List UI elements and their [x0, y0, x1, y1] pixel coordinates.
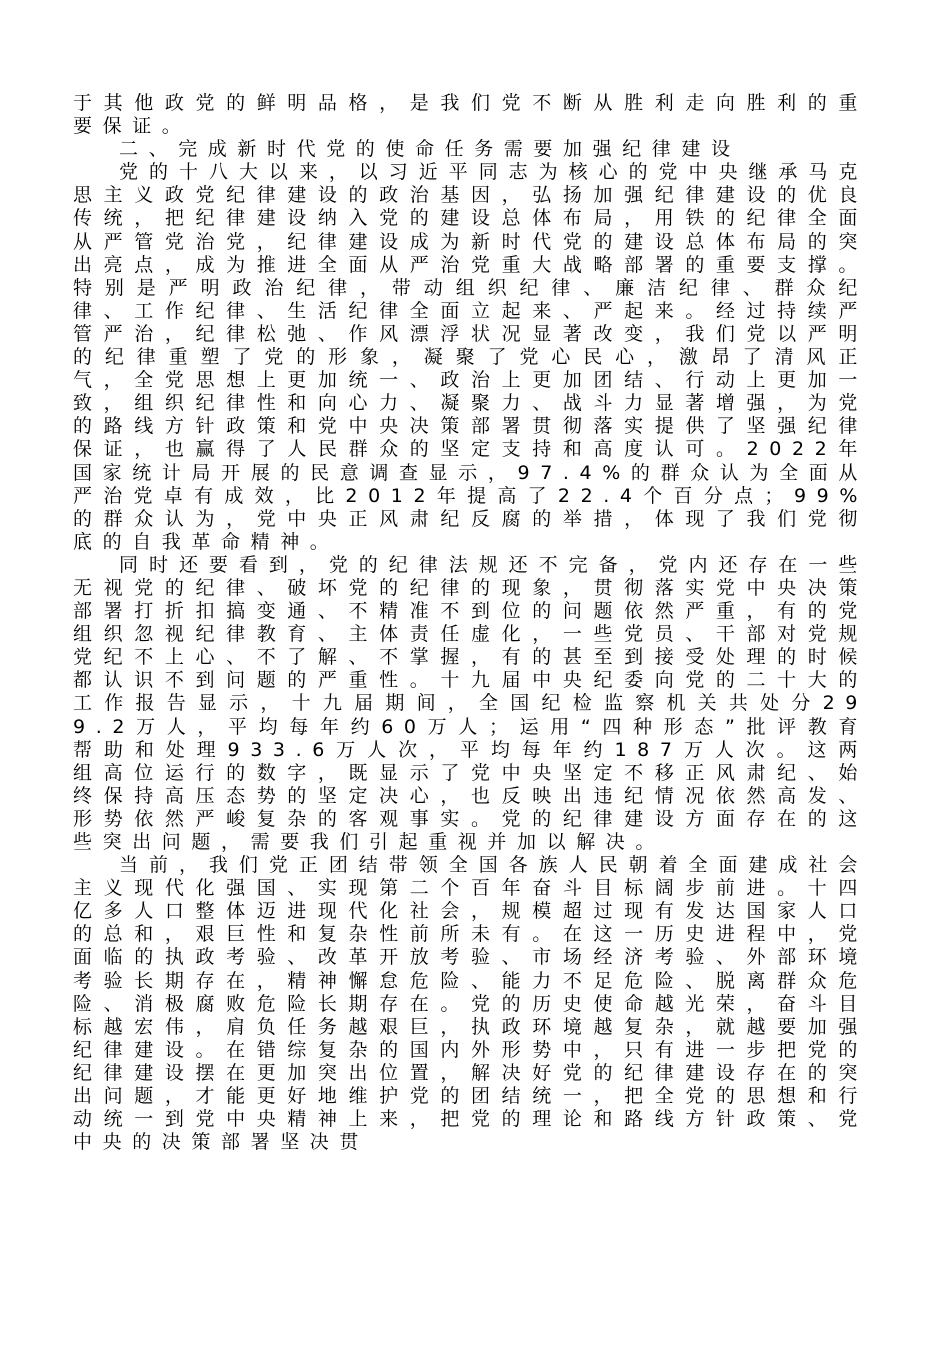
paragraph-continuation: 于其他政党的鲜明品格，是我们党不断从胜利走向胜利的重要保证。: [73, 92, 868, 138]
section-heading: 二、完成新时代党的使命任务需要加强纪律建设: [119, 138, 741, 161]
paragraph-discipline-achievements: 党的十八大以来，以习近平同志为核心的党中央继承马克思主义政党纪律建设的政治基因，弘扬加强纪律建设的优良传统，把纪律建设纳入党的建设总体布局，用铁的纪律全面从严管党治党，纪律建设成为新时代党的建设总体布局的突出亮点，成为推进全面从严治党重大战略部署的重要支撑。特别是严明政治纪律，带动组织纪律、廉洁纪律、群众纪律、工作纪律、生活纪律全面立起来、严起来。经过持续严管严治，纪律松弛、作风漂浮状况显著改变，我们党以严明的纪律重塑了党的形象，凝聚了党心民心，激昂了清风正气，全党思想上更加统一、政治上更加团结、行动上更加一致，组织纪律性和向心力、凝聚力、战斗力显著增强，为党的路线方针政策和党中央决策部署贯彻落实提供了坚强纪律保证，也赢得了人民群众的坚定支持和高度认可。2022年国家统计局开展的民意调查显示，97.4%的群众认为全面从严治党卓有成效，比2012年提高了22.4个百分点；99%的群众认为，党中央正风肃纪反腐的举措，体现了我们党彻底的自我革命精神。: [73, 161, 868, 553]
document-page: [73, 92, 868, 1154]
paragraph-current-situation: 当前，我们党正团结带领全国各族人民朝着全面建成社会主义现代化强国、实现第二个百年奋斗目标阔步前进。十四亿多人口整体迈进现代化社会，规模超过现有发达国家人口的总和，艰巨性和复杂性前所未有。在这一历史进程中，党面临的执政考验、改革开放考验、市场经济考验、外部环境考验长期存在，精神懈怠危险、能力不足危险、脱离群众危险、消极腐败危险长期存在。党的历史使命越光荣，奋斗目标越宏伟，肩负任务越艰巨，执政环境越复杂，就越要加强纪律建设。在错综复杂的国内外形势中，只有进一步把党的纪律建设摆在更加突出位置，解决好党的纪律建设存在的突出问题，才能更好地维护党的团结统一，把全党的思想和行动统一到党中央精神上来，把党的理论和路线方针政策、党中央的决策部署坚决贯: [73, 854, 868, 1154]
paragraph-remaining-problems: 同时还要看到，党的纪律法规还不完备，党内还存在一些无视党的纪律、破坏党的纪律的现象，贯彻落实党中央决策部署打折扣搞变通、不精准不到位的问题依然严重，有的党组织忽视纪律教育、主体责任虚化，一些党员、干部对党规党纪不上心、不了解、不掌握，有的甚至到接受处理的时候都认识不到问题的严重性。十九届中央纪委向党的二十大的工作报告显示，十九届期间，全国纪检监察机关共处分299.2万人，平均每年约60万人；运用“四种形态”批评教育帮助和处理933.6万人次，平均每年约187万人次。这两组高位运行的数字，既显示了党中央坚定不移正风肃纪、始终保持高压态势的坚定决心，也反映出违纪情况依然高发、形势依然严峻复杂的客观事实。党的纪律建设方面存在的这些突出问题，需要我们引起重视并加以解决。: [73, 553, 868, 853]
